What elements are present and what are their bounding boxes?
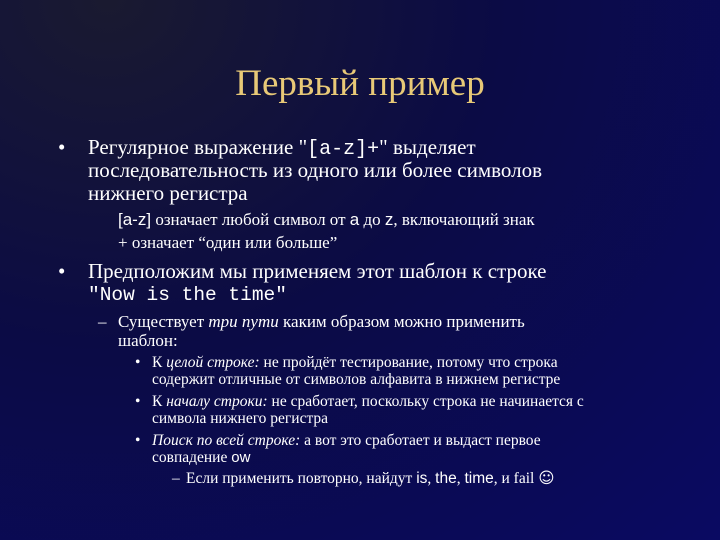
match-time: time: [464, 470, 494, 487]
sub-2-text-1: Существует: [118, 312, 209, 331]
sub-bullet-2-line-1: [118, 312, 525, 332]
sub-bullet-1-line-1: [118, 210, 535, 230]
sub-1-text-1: означает любой символ от: [151, 210, 350, 229]
tertiary-3-line-2: [152, 449, 250, 466]
tertiary-1-text-a: К: [152, 354, 167, 371]
letter-a: a: [349, 210, 360, 229]
match-ow: ow: [231, 449, 251, 466]
bullet-1-text-b: " выделяет: [379, 135, 476, 159]
comma-2: ,: [456, 470, 465, 487]
bullet-2-marker: •: [58, 259, 66, 283]
tertiary-1-line-2: содержит отличные от символов алфавита в нижнем регистре: [152, 371, 561, 388]
tertiary-2-marker: •: [135, 393, 141, 410]
quaternary-line: [186, 470, 554, 487]
tertiary-3-text-c: совпадение: [152, 449, 232, 466]
sub-1-text-2: до: [359, 210, 385, 229]
sub-bullet-2-dash: –: [98, 312, 107, 331]
tertiary-3-emphasis: Поиск по всей строке:: [152, 432, 301, 449]
tertiary-1-line-1: [152, 354, 558, 371]
tertiary-2-line-1: [152, 393, 584, 410]
sub-1-text-3: , включающий знак: [393, 210, 535, 229]
slide-title: Первый пример: [235, 63, 485, 104]
sub-bullet-2-line-2: шаблон:: [118, 331, 178, 350]
quaternary-text-a: Если применить повторно, найдут: [186, 470, 417, 487]
tertiary-2-emphasis: началу строки:: [166, 393, 268, 410]
smiley-icon: ☺: [538, 469, 555, 487]
tertiary-3-marker: •: [135, 432, 141, 449]
bullet-1-marker: •: [58, 135, 66, 159]
comma-1: ,: [427, 470, 436, 487]
sub-bullet-1-line-2: + означает “один или больше”: [118, 233, 338, 252]
tertiary-3-line-1: [152, 432, 541, 449]
letter-z: z: [384, 210, 394, 229]
regex-code: [a-z]+: [307, 138, 380, 161]
quaternary-dash: –: [172, 470, 180, 487]
fail-text: , и fail: [493, 470, 539, 487]
tertiary-2-text-b: не сработает, поскольку строка не начинается с: [267, 393, 584, 410]
match-is: is: [416, 470, 428, 487]
sub-2-text-2: каким образом можно применить: [278, 312, 525, 331]
tertiary-2-text-a: К: [152, 393, 167, 410]
tertiary-1-marker: •: [135, 354, 141, 371]
class-code: [a-z]: [118, 210, 152, 229]
tertiary-1-text-b: не пройдёт тестирование, потому что строка: [259, 354, 558, 371]
tertiary-2-line-2: символа нижнего регистра: [152, 410, 329, 427]
sample-string: "Now is the time": [88, 284, 287, 306]
bullet-1-line-3: нижнего регистра: [88, 181, 248, 205]
bullet-1-text-a: Регулярное выражение ": [88, 135, 308, 159]
match-the: the: [435, 470, 457, 487]
bullet-2-line-1: Предположим мы применяем этот шаблон к строке: [88, 259, 547, 283]
tertiary-1-emphasis: целой строке:: [166, 354, 260, 371]
sub-2-emphasis: три пути: [208, 312, 279, 331]
bullet-1-line-2: последовательность из одного или более символов: [88, 158, 543, 182]
tertiary-3-text-b: а вот это сработает и выдаст первое: [300, 432, 541, 449]
